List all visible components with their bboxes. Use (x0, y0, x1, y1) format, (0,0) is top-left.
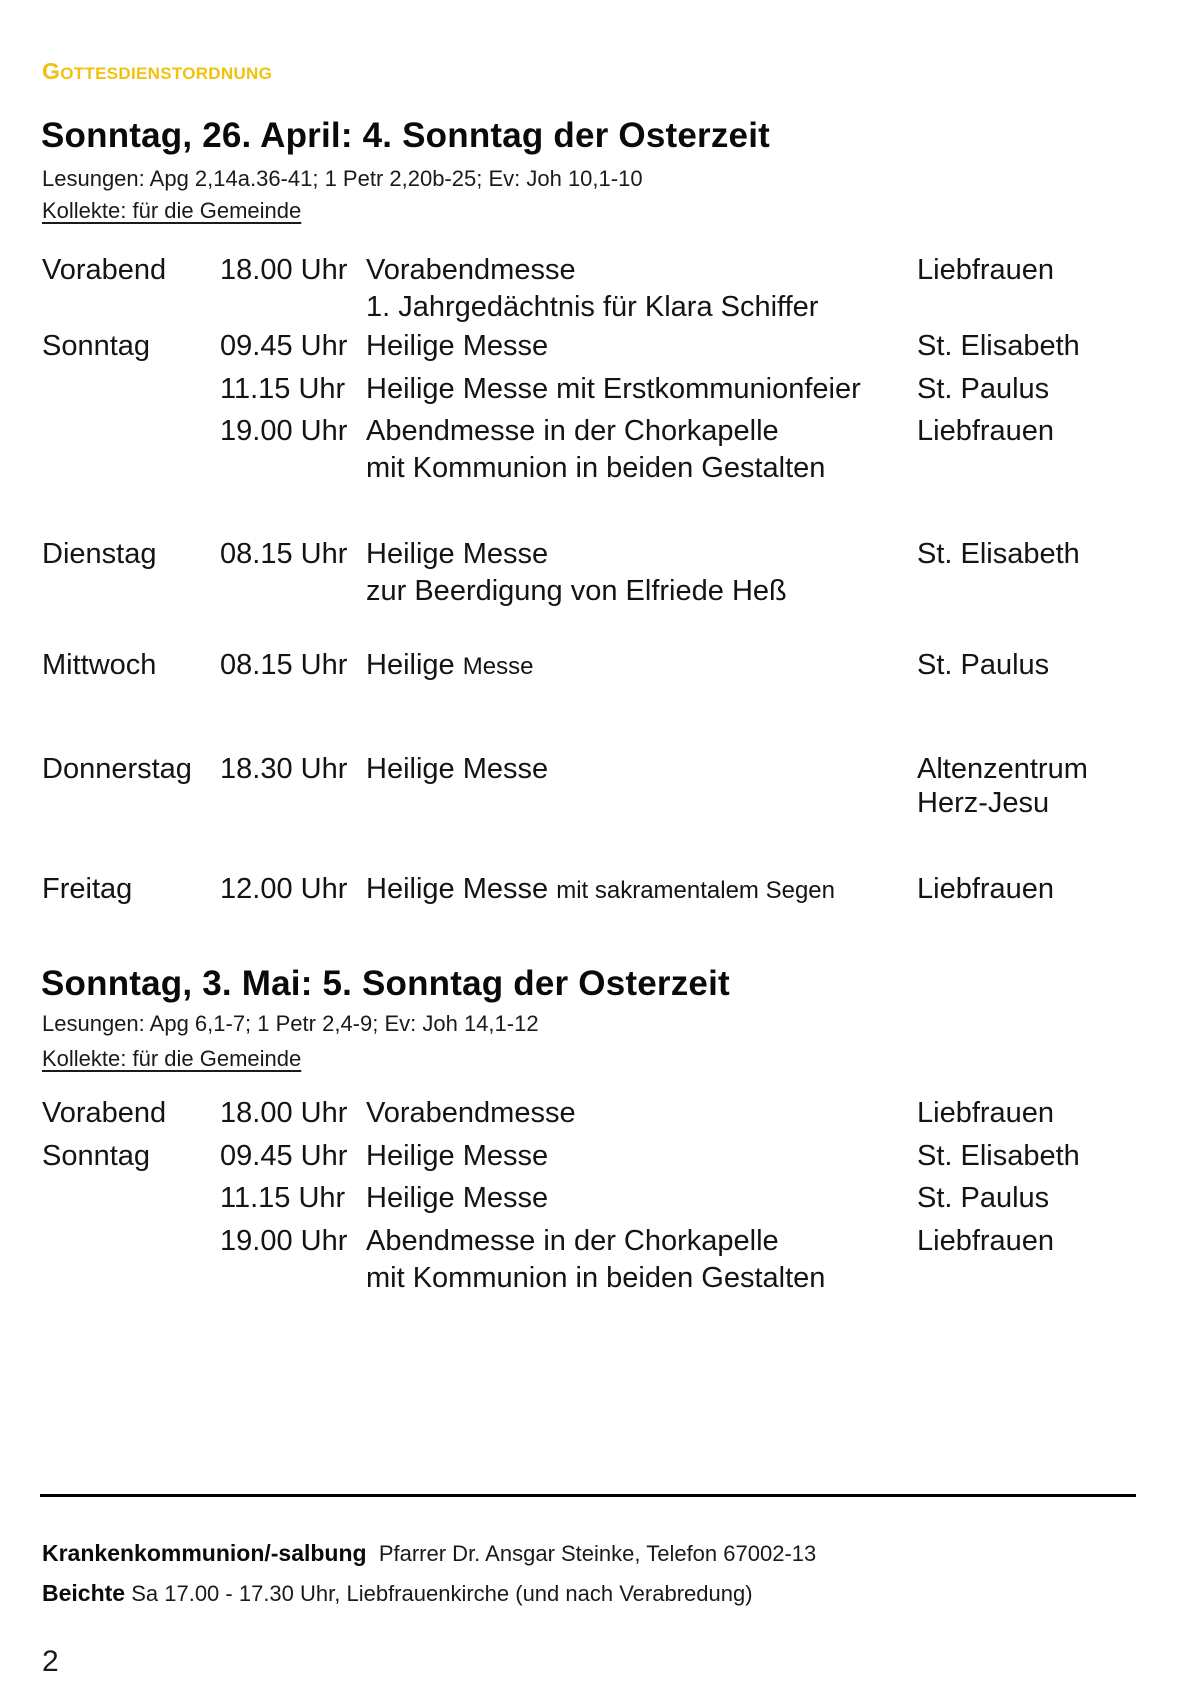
entry-day: Sonntag (42, 1140, 151, 1172)
entry-description-main: Vorabendmesse (366, 1097, 576, 1129)
entry-location: Altenzentrum (917, 753, 1088, 785)
section-heading: Sonntag, 26. April: 4. Sonntag der Osterzeit (41, 116, 771, 155)
entry-location: Liebfrauen (917, 873, 1055, 905)
entry-description-note: mit sakramentalem Segen (556, 877, 835, 904)
entry-description (366, 375, 861, 404)
entry-location: Liebfrauen (917, 1097, 1055, 1129)
entry-description-continuation: 1. Jahrgedächtnis für Klara Schiffer (366, 291, 819, 323)
entry-time: 09.45 Uhr (220, 330, 348, 362)
entry-location: St. Elisabeth (917, 538, 1080, 570)
entry-description (366, 1227, 779, 1256)
entry-location: St. Paulus (917, 649, 1050, 681)
entry-description-main: Abendmesse in der Chorkapelle (366, 415, 779, 447)
entry-location: St. Elisabeth (917, 330, 1080, 362)
entry-time: 19.00 Uhr (220, 1225, 348, 1257)
entry-day: Freitag (42, 873, 133, 905)
entry-time: 11.15 Uhr (220, 1182, 346, 1214)
entry-time: 19.00 Uhr (220, 415, 348, 447)
entry-description (366, 1099, 576, 1128)
footer-divider (40, 1494, 1136, 1497)
entry-time: 12.00 Uhr (220, 873, 348, 905)
entry-description-note: Messe (462, 653, 534, 680)
entry-description (366, 1184, 548, 1213)
entry-description-continuation: zur Beerdigung von Elfriede Heß (366, 575, 787, 607)
entry-description (366, 540, 548, 569)
entry-time: 08.15 Uhr (220, 538, 348, 570)
entry-description-main: Vorabendmesse (366, 254, 576, 286)
entry-time: 18.30 Uhr (220, 753, 348, 785)
entry-description (366, 875, 835, 904)
footer-sick-communion-label: Krankenkommunion/-salbung (42, 1540, 367, 1566)
entry-description-main: Heilige Messe (366, 1140, 549, 1172)
section-collection: Kollekte: für die Gemeinde (42, 198, 302, 223)
section-collection: Kollekte: für die Gemeinde (42, 1046, 302, 1071)
entry-description-main: Heilige Messe (366, 753, 549, 785)
entry-day: Vorabend (42, 254, 167, 286)
entry-day: Donnerstag (42, 753, 192, 785)
entry-time: 18.00 Uhr (220, 254, 348, 286)
section-heading: Sonntag, 3. Mai: 5. Sonntag der Osterzeit (41, 964, 730, 1003)
entry-description-main: Heilige Messe (366, 330, 549, 362)
footer-sick-communion-text: Pfarrer Dr. Ansgar Steinke, Telefon 67002-13 (378, 1541, 817, 1566)
entry-description (366, 651, 533, 680)
entry-description-main: Abendmesse in der Chorkapelle (366, 1225, 779, 1257)
entry-location: Liebfrauen (917, 1225, 1055, 1257)
page-number: 2 (42, 1645, 59, 1678)
footer-confession-text: Sa 17.00 - 17.30 Uhr, Liebfrauenkirche (und nach Verabredung) (131, 1581, 753, 1606)
entry-day: Dienstag (42, 538, 157, 570)
entry-description (366, 256, 576, 285)
entry-description-main: Heilige Messe (366, 1182, 549, 1214)
entry-time: 08.15 Uhr (220, 649, 348, 681)
entry-description-main: Heilige Messe (366, 538, 549, 570)
entry-location: St. Paulus (917, 373, 1050, 405)
entry-description (366, 417, 779, 446)
footer-confession (42, 1582, 753, 1605)
entry-day: Vorabend (42, 1097, 167, 1129)
entry-time: 11.15 Uhr (220, 373, 346, 405)
entry-description (366, 755, 548, 784)
page-section-title (42, 60, 272, 83)
entry-location: Liebfrauen (917, 415, 1055, 447)
footer-confession-label: Beichte (42, 1580, 126, 1606)
entry-description-continuation: mit Kommunion in beiden Gestalten (366, 452, 826, 484)
entry-day: Mittwoch (42, 649, 157, 681)
entry-location: St. Paulus (917, 1182, 1050, 1214)
footer-sick-communion (42, 1542, 816, 1565)
entry-time: 09.45 Uhr (220, 1140, 348, 1172)
entry-location: St. Elisabeth (917, 1140, 1080, 1172)
entry-description-continuation: mit Kommunion in beiden Gestalten (366, 1262, 826, 1294)
entry-time: 18.00 Uhr (220, 1097, 348, 1129)
entry-location: Liebfrauen (917, 254, 1055, 286)
section-readings: Lesungen: Apg 2,14a.36-41; 1 Petr 2,20b-25; Ev: Joh 10,1-10 (42, 166, 643, 191)
entry-description-main: Heilige Messe mit Erstkommunionfeier (366, 373, 861, 405)
entry-description (366, 1142, 548, 1171)
entry-location-continuation: Herz-Jesu (917, 787, 1050, 819)
page-section-title-initial: G (42, 58, 61, 84)
entry-description-main: Heilige Messe (366, 873, 549, 905)
section-readings: Lesungen: Apg 6,1-7; 1 Petr 2,4-9; Ev: Joh 14,1-12 (42, 1011, 539, 1036)
entry-day: Sonntag (42, 330, 151, 362)
entry-description (366, 332, 548, 361)
entry-description-main: Heilige (366, 649, 455, 681)
page-section-title-rest: OTTESDIENSTORDNUNG (60, 64, 273, 83)
